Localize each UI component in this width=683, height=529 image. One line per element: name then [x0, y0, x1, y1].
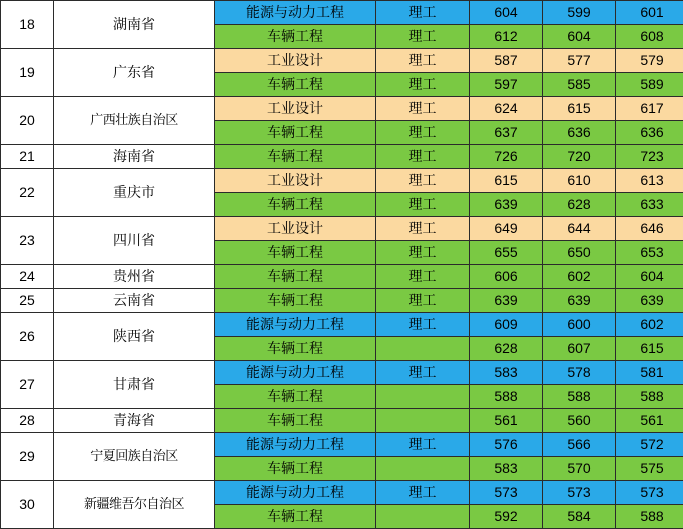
max-score-cell: 628 — [470, 337, 543, 361]
major-cell: 工业设计 — [215, 97, 376, 121]
min-score-cell: 585 — [543, 73, 616, 97]
major-cell: 车辆工程 — [215, 409, 376, 433]
avg-score-cell: 602 — [616, 313, 683, 337]
min-score-cell: 615 — [543, 97, 616, 121]
category-cell: 理工 — [376, 25, 470, 49]
avg-score-cell: 608 — [616, 25, 683, 49]
min-score-cell: 644 — [543, 217, 616, 241]
table-row — [1, 49, 683, 73]
max-score-cell: 612 — [470, 25, 543, 49]
category-cell: 理工 — [376, 265, 470, 289]
category-cell: 理工 — [376, 193, 470, 217]
table-row — [1, 97, 683, 121]
table-body — [1, 1, 683, 529]
category-cell: 理工 — [376, 481, 470, 505]
region-cell: 甘肃省 — [54, 361, 215, 409]
row-index-cell: 23 — [1, 217, 54, 265]
avg-score-cell: 561 — [616, 409, 683, 433]
avg-score-cell: 617 — [616, 97, 683, 121]
max-score-cell: 606 — [470, 265, 543, 289]
min-score-cell: 577 — [543, 49, 616, 73]
min-score-cell: 604 — [543, 25, 616, 49]
major-cell: 车辆工程 — [215, 121, 376, 145]
row-index-cell: 29 — [1, 433, 54, 481]
table-row — [1, 217, 683, 241]
category-cell: 理工 — [376, 217, 470, 241]
max-score-cell: 576 — [470, 433, 543, 457]
region-cell: 青海省 — [54, 409, 215, 433]
min-score-cell: 610 — [543, 169, 616, 193]
max-score-cell: 604 — [470, 1, 543, 25]
max-score-cell: 609 — [470, 313, 543, 337]
max-score-cell: 637 — [470, 121, 543, 145]
row-index-cell: 19 — [1, 49, 54, 97]
category-cell: 理工 — [376, 145, 470, 169]
row-index-cell: 30 — [1, 481, 54, 529]
max-score-cell: 588 — [470, 385, 543, 409]
max-score-cell: 592 — [470, 505, 543, 529]
major-cell: 能源与动力工程 — [215, 481, 376, 505]
avg-score-cell: 653 — [616, 241, 683, 265]
category-cell: 理工 — [376, 433, 470, 457]
category-cell — [376, 457, 470, 481]
category-cell — [376, 385, 470, 409]
category-cell: 理工 — [376, 313, 470, 337]
row-index-cell: 26 — [1, 313, 54, 361]
major-cell: 车辆工程 — [215, 385, 376, 409]
table-row — [1, 265, 683, 289]
max-score-cell: 649 — [470, 217, 543, 241]
region-cell: 贵州省 — [54, 265, 215, 289]
min-score-cell: 628 — [543, 193, 616, 217]
major-cell: 车辆工程 — [215, 73, 376, 97]
min-score-cell: 573 — [543, 481, 616, 505]
category-cell: 理工 — [376, 361, 470, 385]
region-cell: 陕西省 — [54, 313, 215, 361]
max-score-cell: 561 — [470, 409, 543, 433]
category-cell: 理工 — [376, 1, 470, 25]
row-index-cell: 28 — [1, 409, 54, 433]
avg-score-cell: 588 — [616, 505, 683, 529]
avg-score-cell: 588 — [616, 385, 683, 409]
category-cell: 理工 — [376, 241, 470, 265]
row-index-cell: 18 — [1, 1, 54, 49]
table-row — [1, 361, 683, 385]
min-score-cell: 578 — [543, 361, 616, 385]
category-cell: 理工 — [376, 73, 470, 97]
avg-score-cell: 639 — [616, 289, 683, 313]
avg-score-cell: 575 — [616, 457, 683, 481]
min-score-cell: 570 — [543, 457, 616, 481]
min-score-cell: 639 — [543, 289, 616, 313]
max-score-cell: 615 — [470, 169, 543, 193]
max-score-cell: 587 — [470, 49, 543, 73]
table-row — [1, 169, 683, 193]
category-cell — [376, 337, 470, 361]
max-score-cell: 583 — [470, 457, 543, 481]
category-cell: 理工 — [376, 289, 470, 313]
max-score-cell: 655 — [470, 241, 543, 265]
table-row — [1, 145, 683, 169]
max-score-cell: 573 — [470, 481, 543, 505]
min-score-cell: 566 — [543, 433, 616, 457]
table-row — [1, 1, 683, 25]
table-row — [1, 313, 683, 337]
avg-score-cell: 723 — [616, 145, 683, 169]
min-score-cell: 599 — [543, 1, 616, 25]
major-cell: 车辆工程 — [215, 193, 376, 217]
table-row — [1, 409, 683, 433]
major-cell: 能源与动力工程 — [215, 1, 376, 25]
region-cell: 海南省 — [54, 145, 215, 169]
max-score-cell: 726 — [470, 145, 543, 169]
region-cell: 四川省 — [54, 217, 215, 265]
min-score-cell: 607 — [543, 337, 616, 361]
major-cell: 能源与动力工程 — [215, 433, 376, 457]
min-score-cell: 720 — [543, 145, 616, 169]
major-cell: 车辆工程 — [215, 145, 376, 169]
table-row — [1, 289, 683, 313]
major-cell: 车辆工程 — [215, 337, 376, 361]
max-score-cell: 639 — [470, 193, 543, 217]
region-cell: 新疆维吾尔自治区 — [54, 481, 215, 529]
region-cell: 广西壮族自治区 — [54, 97, 215, 145]
row-index-cell: 25 — [1, 289, 54, 313]
major-cell: 工业设计 — [215, 49, 376, 73]
min-score-cell: 602 — [543, 265, 616, 289]
major-cell: 车辆工程 — [215, 457, 376, 481]
category-cell: 理工 — [376, 97, 470, 121]
major-cell: 能源与动力工程 — [215, 361, 376, 385]
major-cell: 能源与动力工程 — [215, 313, 376, 337]
category-cell: 理工 — [376, 169, 470, 193]
region-cell: 重庆市 — [54, 169, 215, 217]
avg-score-cell: 581 — [616, 361, 683, 385]
min-score-cell: 560 — [543, 409, 616, 433]
row-index-cell: 22 — [1, 169, 54, 217]
category-cell: 理工 — [376, 49, 470, 73]
avg-score-cell: 601 — [616, 1, 683, 25]
min-score-cell: 600 — [543, 313, 616, 337]
row-index-cell: 27 — [1, 361, 54, 409]
avg-score-cell: 579 — [616, 49, 683, 73]
row-index-cell: 21 — [1, 145, 54, 169]
max-score-cell: 639 — [470, 289, 543, 313]
table-row — [1, 433, 683, 457]
major-cell: 工业设计 — [215, 217, 376, 241]
row-index-cell: 20 — [1, 97, 54, 145]
avg-score-cell: 636 — [616, 121, 683, 145]
region-cell: 云南省 — [54, 289, 215, 313]
avg-score-cell: 646 — [616, 217, 683, 241]
region-cell: 宁夏回族自治区 — [54, 433, 215, 481]
category-cell: 理工 — [376, 121, 470, 145]
major-cell: 车辆工程 — [215, 25, 376, 49]
avg-score-cell: 572 — [616, 433, 683, 457]
avg-score-cell: 613 — [616, 169, 683, 193]
major-cell: 车辆工程 — [215, 289, 376, 313]
avg-score-cell: 573 — [616, 481, 683, 505]
max-score-cell: 624 — [470, 97, 543, 121]
avg-score-cell: 633 — [616, 193, 683, 217]
max-score-cell: 583 — [470, 361, 543, 385]
min-score-cell: 588 — [543, 385, 616, 409]
min-score-cell: 650 — [543, 241, 616, 265]
avg-score-cell: 604 — [616, 265, 683, 289]
avg-score-cell: 615 — [616, 337, 683, 361]
max-score-cell: 597 — [470, 73, 543, 97]
region-cell: 湖南省 — [54, 1, 215, 49]
min-score-cell: 584 — [543, 505, 616, 529]
avg-score-cell: 589 — [616, 73, 683, 97]
major-cell: 车辆工程 — [215, 241, 376, 265]
min-score-cell: 636 — [543, 121, 616, 145]
region-cell: 广东省 — [54, 49, 215, 97]
row-index-cell: 24 — [1, 265, 54, 289]
major-cell: 工业设计 — [215, 169, 376, 193]
major-cell: 车辆工程 — [215, 265, 376, 289]
major-cell: 车辆工程 — [215, 505, 376, 529]
table-row — [1, 481, 683, 505]
category-cell — [376, 505, 470, 529]
category-cell — [376, 409, 470, 433]
